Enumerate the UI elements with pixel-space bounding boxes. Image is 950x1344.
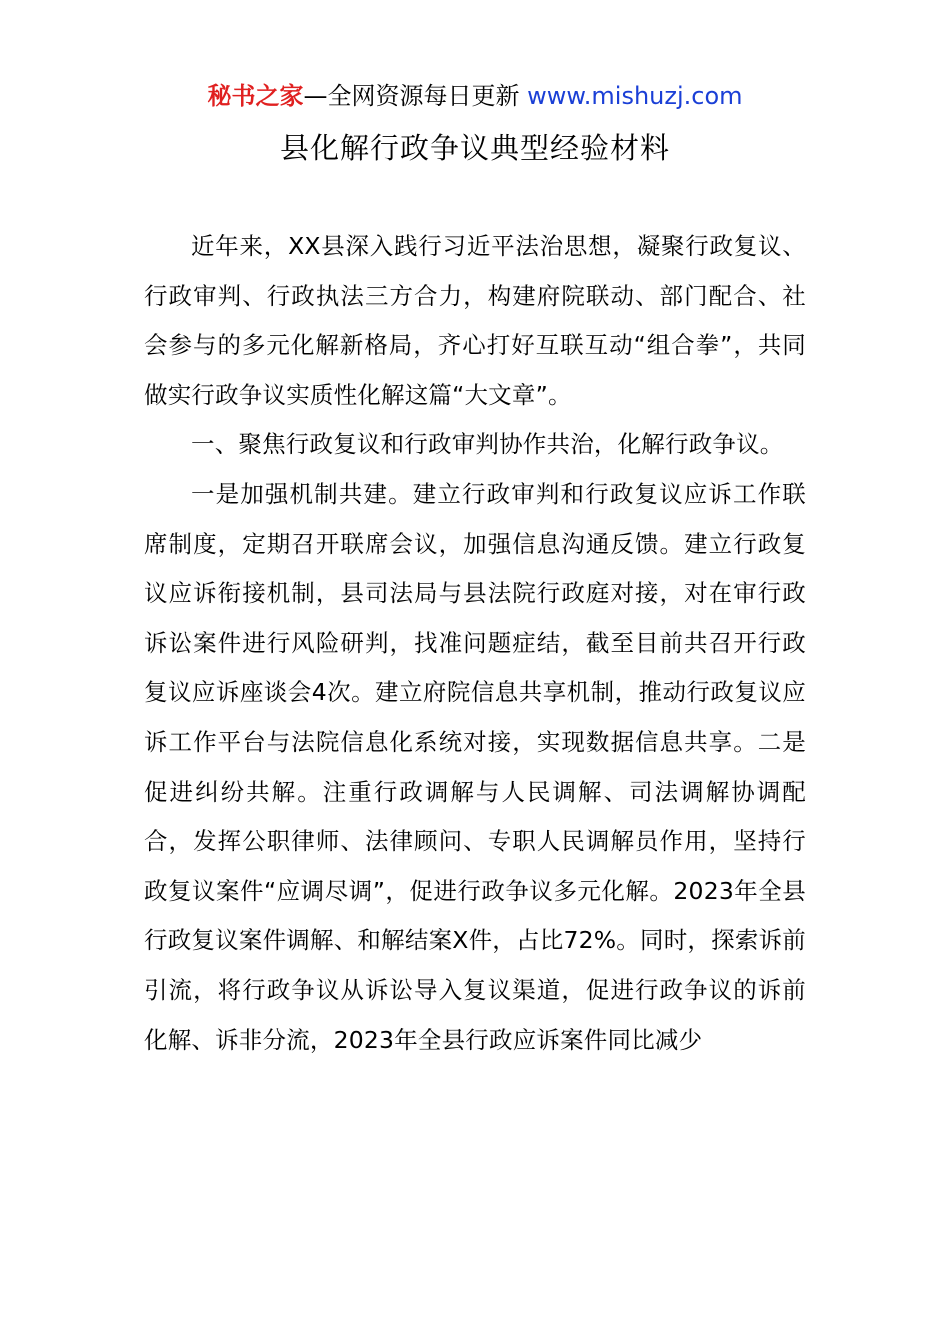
paragraph-details: 一是加强机制共建。建立行政审判和行政复议应诉工作联席制度，定期召开联席会议，加强信息沟通反馈。建立行政复议应诉衔接机制，县司法局与县法院行政庭对接，对在审行政诉讼案件进行风险研判，找准问题症结，截至目前共召开行政复议应诉座谈会4次。建立府院信息共享机制，推动行政复议应诉工作平台与法院信息化系统对接，实现数据信息共享。二是促进纠纷共解。注重行政调解与人民调解、司法调解协调配合，发挥公职律师、法律顾问、专职人民调解员作用，坚持行政复议案件“应调尽调”，促进行政争议多元化解。2023年全县行政复议案件调解、和解结案X件，占比72%。同时，探索诉前引流，将行政争议从诉讼导入复议渠道，促进行政争议的诉前化解、诉非分流，2023年全县行政应诉案件同比减少 <box>144 479 806 1054</box>
site-tagline: —全网资源每日更新 <box>303 82 528 110</box>
site-header <box>0 80 950 112</box>
paragraph-section-heading: 一、聚焦行政复议和行政审判协作共治，化解行政争议。 <box>191 430 784 459</box>
site-brand: 秘书之家 <box>207 82 304 110</box>
document-title: 县化解行政争议典型经验材料 <box>279 131 670 165</box>
document-body <box>144 222 806 1065</box>
site-url-link[interactable]: www.mishuzj.com <box>527 82 743 110</box>
paragraph-intro: 近年来，XX县深入践行习近平法治思想，凝聚行政复议、行政审判、行政执法三方合力，构建府院联动、部门配合、社会参与的多元化解新格局，齐心打好互联互动“组合拳”，共同做实行政争议实质性化解这篇“大文章”。 <box>144 232 806 409</box>
